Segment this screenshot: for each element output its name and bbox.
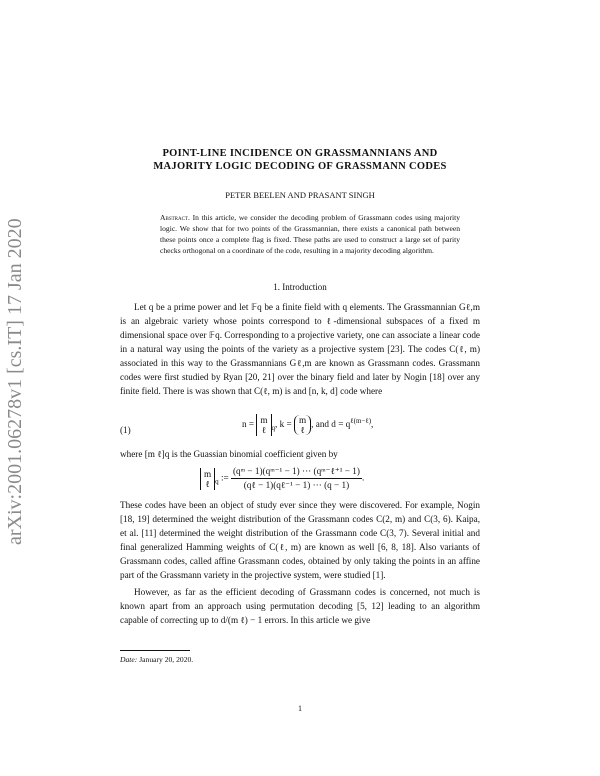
equation-2: m ℓ $_q$ := $\frac{\text{(qᵐ − 1)(qᵐ⁻¹ − 1) ··· (qᵐ⁻ℓ⁺¹ − 1)}}{\text{(qℓ − 1)(qℓ⁻¹ − 1) ··· (q − 1)}}$ . (200, 466, 364, 491)
eq2-numerator: (qᵐ − 1)(qᵐ⁻¹ − 1) ··· (qᵐ⁻ℓ⁺¹ − 1) (231, 466, 362, 479)
arxiv-identifier: arXiv:2001.06278v1 [cs.IT] 17 Jan 2020 (4, 218, 26, 545)
abstract-text: In this article, we consider the decoding problem of Grassmann codes using majority logic. We show that for two points of the Grassmannian, there exists a canonical path between these points once a complete flag is fixed. These paths are used to construct a large set of parity checks orthogonal on a coordinate of the code, resulting in a majority decoding algorithm. (160, 213, 460, 255)
abstract (160, 212, 460, 256)
eq1-d-exponent: ℓ(m−ℓ) (350, 417, 372, 426)
intro-paragraph-2: These codes have been an object of study ever since they were discovered. For example, Nogin [18, 19] determined the weight distribution of the Grassmann codes C(2, m) and C(3, 6). Kaipa, et al. [11] determined the weight distribution of the Grassmann code C(3, 7). Several initial and final generalized Hamming weights of C(ℓ, m) are known as well [6, 8, 18]. Also variants of Grassmann codes, called affine Grassmann codes, obtained by only taking the points in an affine part of the Grassmann variety in the projective system, were studied [1]. (120, 500, 480, 580)
eq2-gaussian-binomial: m ℓ (200, 468, 215, 490)
where-line: where [m ℓ]q is the Guassian binomial coefficient given by (120, 449, 338, 459)
footnote-text: January 20, 2020. (139, 655, 194, 664)
eq2-denominator: (qℓ − 1)(qℓ⁻¹ − 1) ··· (q − 1) (243, 480, 350, 490)
eq2-fraction (231, 466, 362, 491)
equation-1-label: (1) (120, 425, 131, 435)
eq1-gaussian-binomial: m ℓ (256, 414, 271, 436)
eq1-n-lhs: n = (242, 419, 255, 430)
intro-paragraph-1-text: Let q be a prime power and let 𝔽q be a finite field with q elements. The Grassmannian Gℓ,m is an algebraic variety whose points correspond to ℓ-dimensional subspaces of a fixed m dimensional space over 𝔽q. Corresponding to a projective variety, one can associate a linear code in a natural way using the points of the variety as a projective system [23]. The codes C(ℓ, m) associated in this way to the Grassmannians Gℓ,m are known as Grassmann codes. Grassmann codes were first studied by Ryan [20, 21] over the binary field and later by Nogin [18] over any finite field. There is was shown that C(ℓ, m) is and [n, k, d] code where (120, 302, 480, 396)
footnote-label: Date: (120, 655, 138, 664)
paper-title-line-1: POINT-LINE INCIDENCE ON GRASSMANNIANS AND (162, 148, 438, 159)
intro-paragraph-3: However, as far as the efficient decoding of Grassmann codes is concerned, not much is known apart from an approach using permutation decoding [5, 12] leading to an algorithm capable of correcting up to d/(m ℓ) − 1 errors. In this article we give (120, 587, 480, 625)
paper-title-line-2: MAJORITY LOGIC DECODING OF GRASSMANN CODES (153, 161, 447, 172)
section-heading: 1. Introduction (273, 282, 327, 292)
eq1-binomial: m ℓ (294, 415, 311, 435)
eq1-d-part: , and d = q (311, 419, 351, 430)
intro-paragraph-1 (120, 300, 480, 398)
footnote (120, 655, 193, 664)
eq1-k-lhs: , k = (275, 419, 292, 430)
page-number: 1 (298, 704, 302, 713)
equation-1: n = m ℓ $_q$, k = m ℓ, and $d = q^{\ell(m-\ell)}$, (242, 415, 374, 435)
footnote-rule (120, 650, 190, 651)
abstract-label: Abstract. (160, 213, 190, 222)
authors: PETER BEELEN AND PRASANT SINGH (225, 190, 375, 200)
